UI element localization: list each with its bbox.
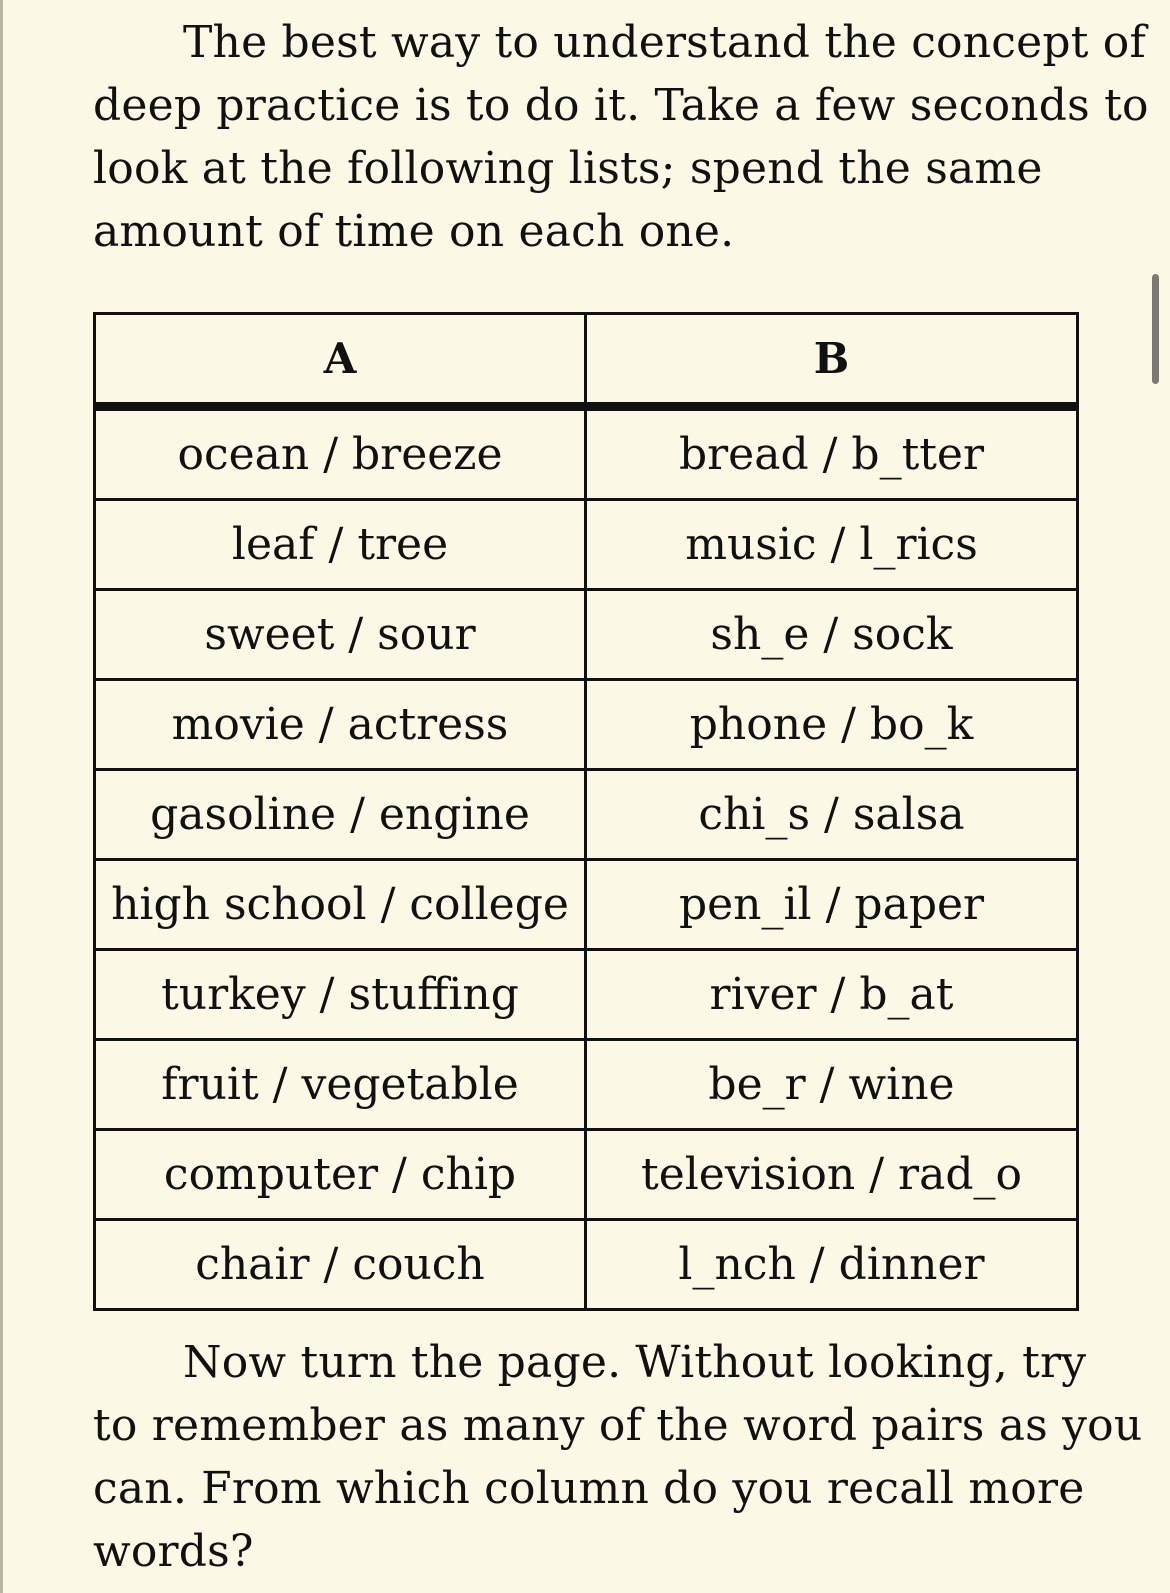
cell-column-a: fruit / vegetable bbox=[95, 1040, 586, 1130]
cell-column-a: ocean / breeze bbox=[95, 407, 586, 500]
cell-column-b: sh_e / sock bbox=[586, 590, 1078, 680]
intro-paragraph bbox=[93, 11, 1149, 263]
cell-column-b: bread / b_tter bbox=[586, 407, 1078, 500]
intro-line: The best way to understand the concept of bbox=[183, 17, 1146, 68]
table-row bbox=[95, 950, 1078, 1040]
table-row bbox=[95, 500, 1078, 590]
table-row bbox=[95, 770, 1078, 860]
outro-line: Now turn the page. Without looking, try bbox=[183, 1337, 1087, 1388]
cell-column-b: chi_s / salsa bbox=[586, 770, 1078, 860]
cell-column-a: turkey / stuffing bbox=[95, 950, 586, 1040]
cell-column-b: be_r / wine bbox=[586, 1040, 1078, 1130]
cell-column-b: pen_il / paper bbox=[586, 860, 1078, 950]
table-row bbox=[95, 1220, 1078, 1310]
table-row bbox=[95, 680, 1078, 770]
intro-line: amount of time on each one. bbox=[93, 206, 735, 257]
cell-column-a: chair / couch bbox=[95, 1220, 586, 1310]
cell-column-b: music / l_rics bbox=[586, 500, 1078, 590]
cell-column-b: l_nch / dinner bbox=[586, 1220, 1078, 1310]
cell-column-a: sweet / sour bbox=[95, 590, 586, 680]
intro-line: deep practice is to do it. Take a few seconds to bbox=[93, 80, 1149, 131]
cell-column-b: phone / bo_k bbox=[586, 680, 1078, 770]
cell-column-a: computer / chip bbox=[95, 1130, 586, 1220]
table-row bbox=[95, 1130, 1078, 1220]
table-header-row bbox=[95, 314, 1078, 407]
outro-line: can. From which column do you recall more bbox=[93, 1463, 1085, 1514]
cell-column-a: movie / actress bbox=[95, 680, 586, 770]
outro-paragraph bbox=[93, 1331, 1143, 1583]
outro-line: words? bbox=[93, 1526, 254, 1577]
table-row bbox=[95, 590, 1078, 680]
cell-column-a: high school / college bbox=[95, 860, 586, 950]
column-header-a: A bbox=[95, 314, 586, 407]
table-row bbox=[95, 407, 1078, 500]
outro-line: to remember as many of the word pairs as you bbox=[93, 1400, 1143, 1451]
column-header-b: B bbox=[586, 314, 1078, 407]
cell-column-b: river / b_at bbox=[586, 950, 1078, 1040]
intro-line: look at the following lists; spend the same bbox=[93, 143, 1043, 194]
cell-column-b: television / rad_o bbox=[586, 1130, 1078, 1220]
cell-column-a: leaf / tree bbox=[95, 500, 586, 590]
table-row bbox=[95, 1040, 1078, 1130]
page-left-edge bbox=[0, 0, 3, 1593]
table-row bbox=[95, 860, 1078, 950]
scroll-indicator[interactable] bbox=[1152, 274, 1159, 384]
cell-column-a: gasoline / engine bbox=[95, 770, 586, 860]
word-pairs-table bbox=[93, 312, 1079, 1311]
